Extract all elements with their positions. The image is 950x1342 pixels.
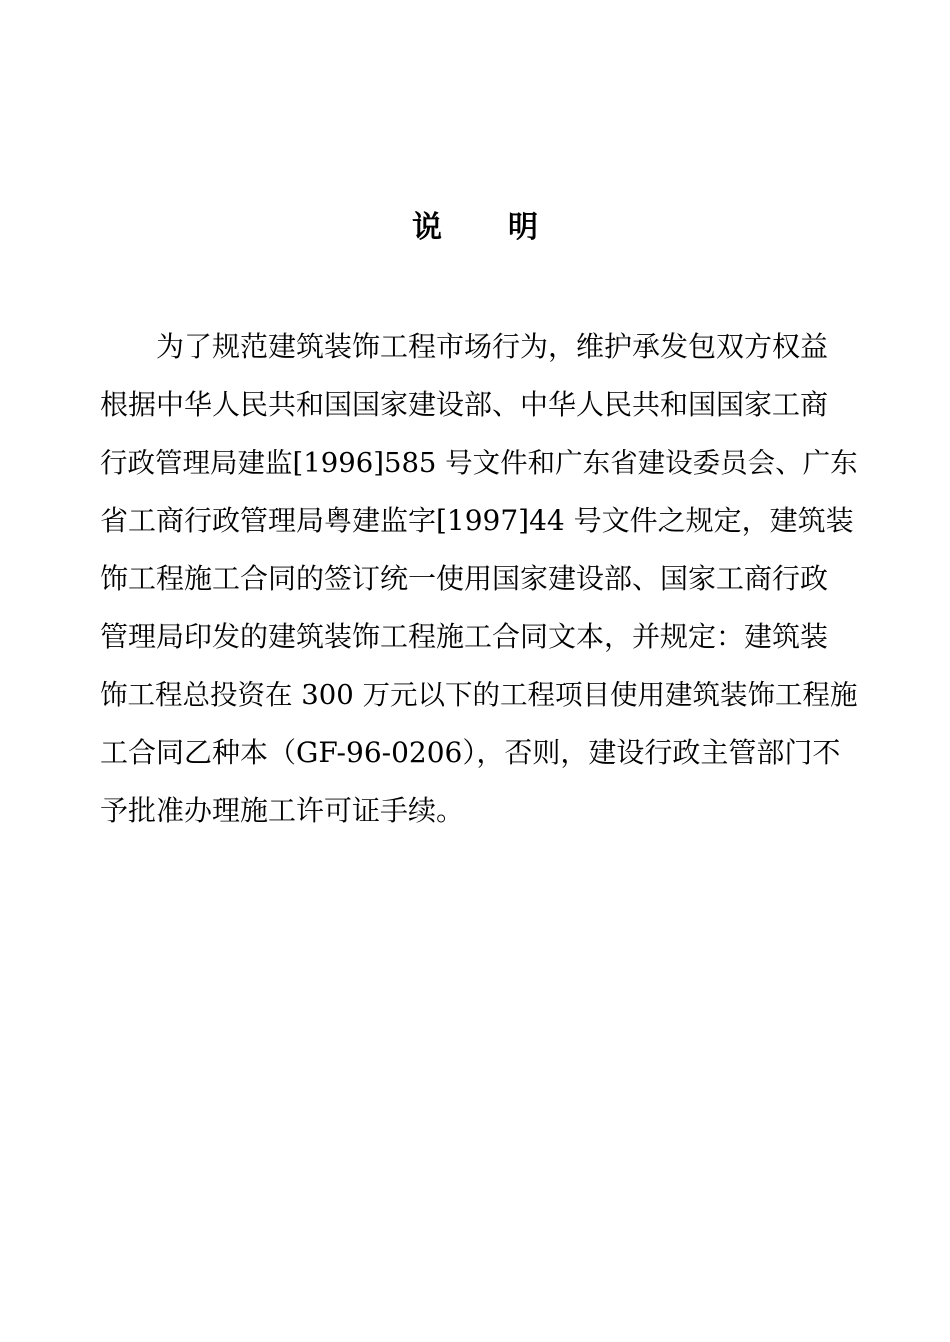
paragraph-line-4: 省工商行政管理局粤建监字[1997]44 号文件之规定，建筑装 xyxy=(100,504,854,537)
paragraph-line-1: 为了规范建筑装饰工程市场行为，维护承发包双方权益 xyxy=(156,330,829,363)
title-char-2: 明 xyxy=(508,210,538,245)
paragraph-line-8: 工合同乙种本（GF-96-0206），否则，建设行政主管部门不 xyxy=(100,736,841,769)
paragraph-line-6: 管理局印发的建筑装饰工程施工合同文本，并规定：建筑装 xyxy=(100,620,829,653)
title-char-1: 说 xyxy=(412,210,442,245)
page-title xyxy=(0,204,950,252)
paragraph-line-5: 饰工程施工合同的签订统一使用国家建设部、国家工商行政 xyxy=(100,562,829,595)
paragraph-line-2: 根据中华人民共和国国家建设部、中华人民共和国国家工商 xyxy=(100,388,829,421)
paragraph-line-9: 予批准办理施工许可证手续。 xyxy=(100,794,465,827)
paragraph-line-3: 行政管理局建监[1996]585 号文件和广东省建设委员会、广东 xyxy=(100,447,858,479)
paragraph-line-7: 饰工程总投资在 300 万元以下的工程项目使用建筑装饰工程施 xyxy=(100,679,858,711)
description-paragraph xyxy=(100,318,860,840)
